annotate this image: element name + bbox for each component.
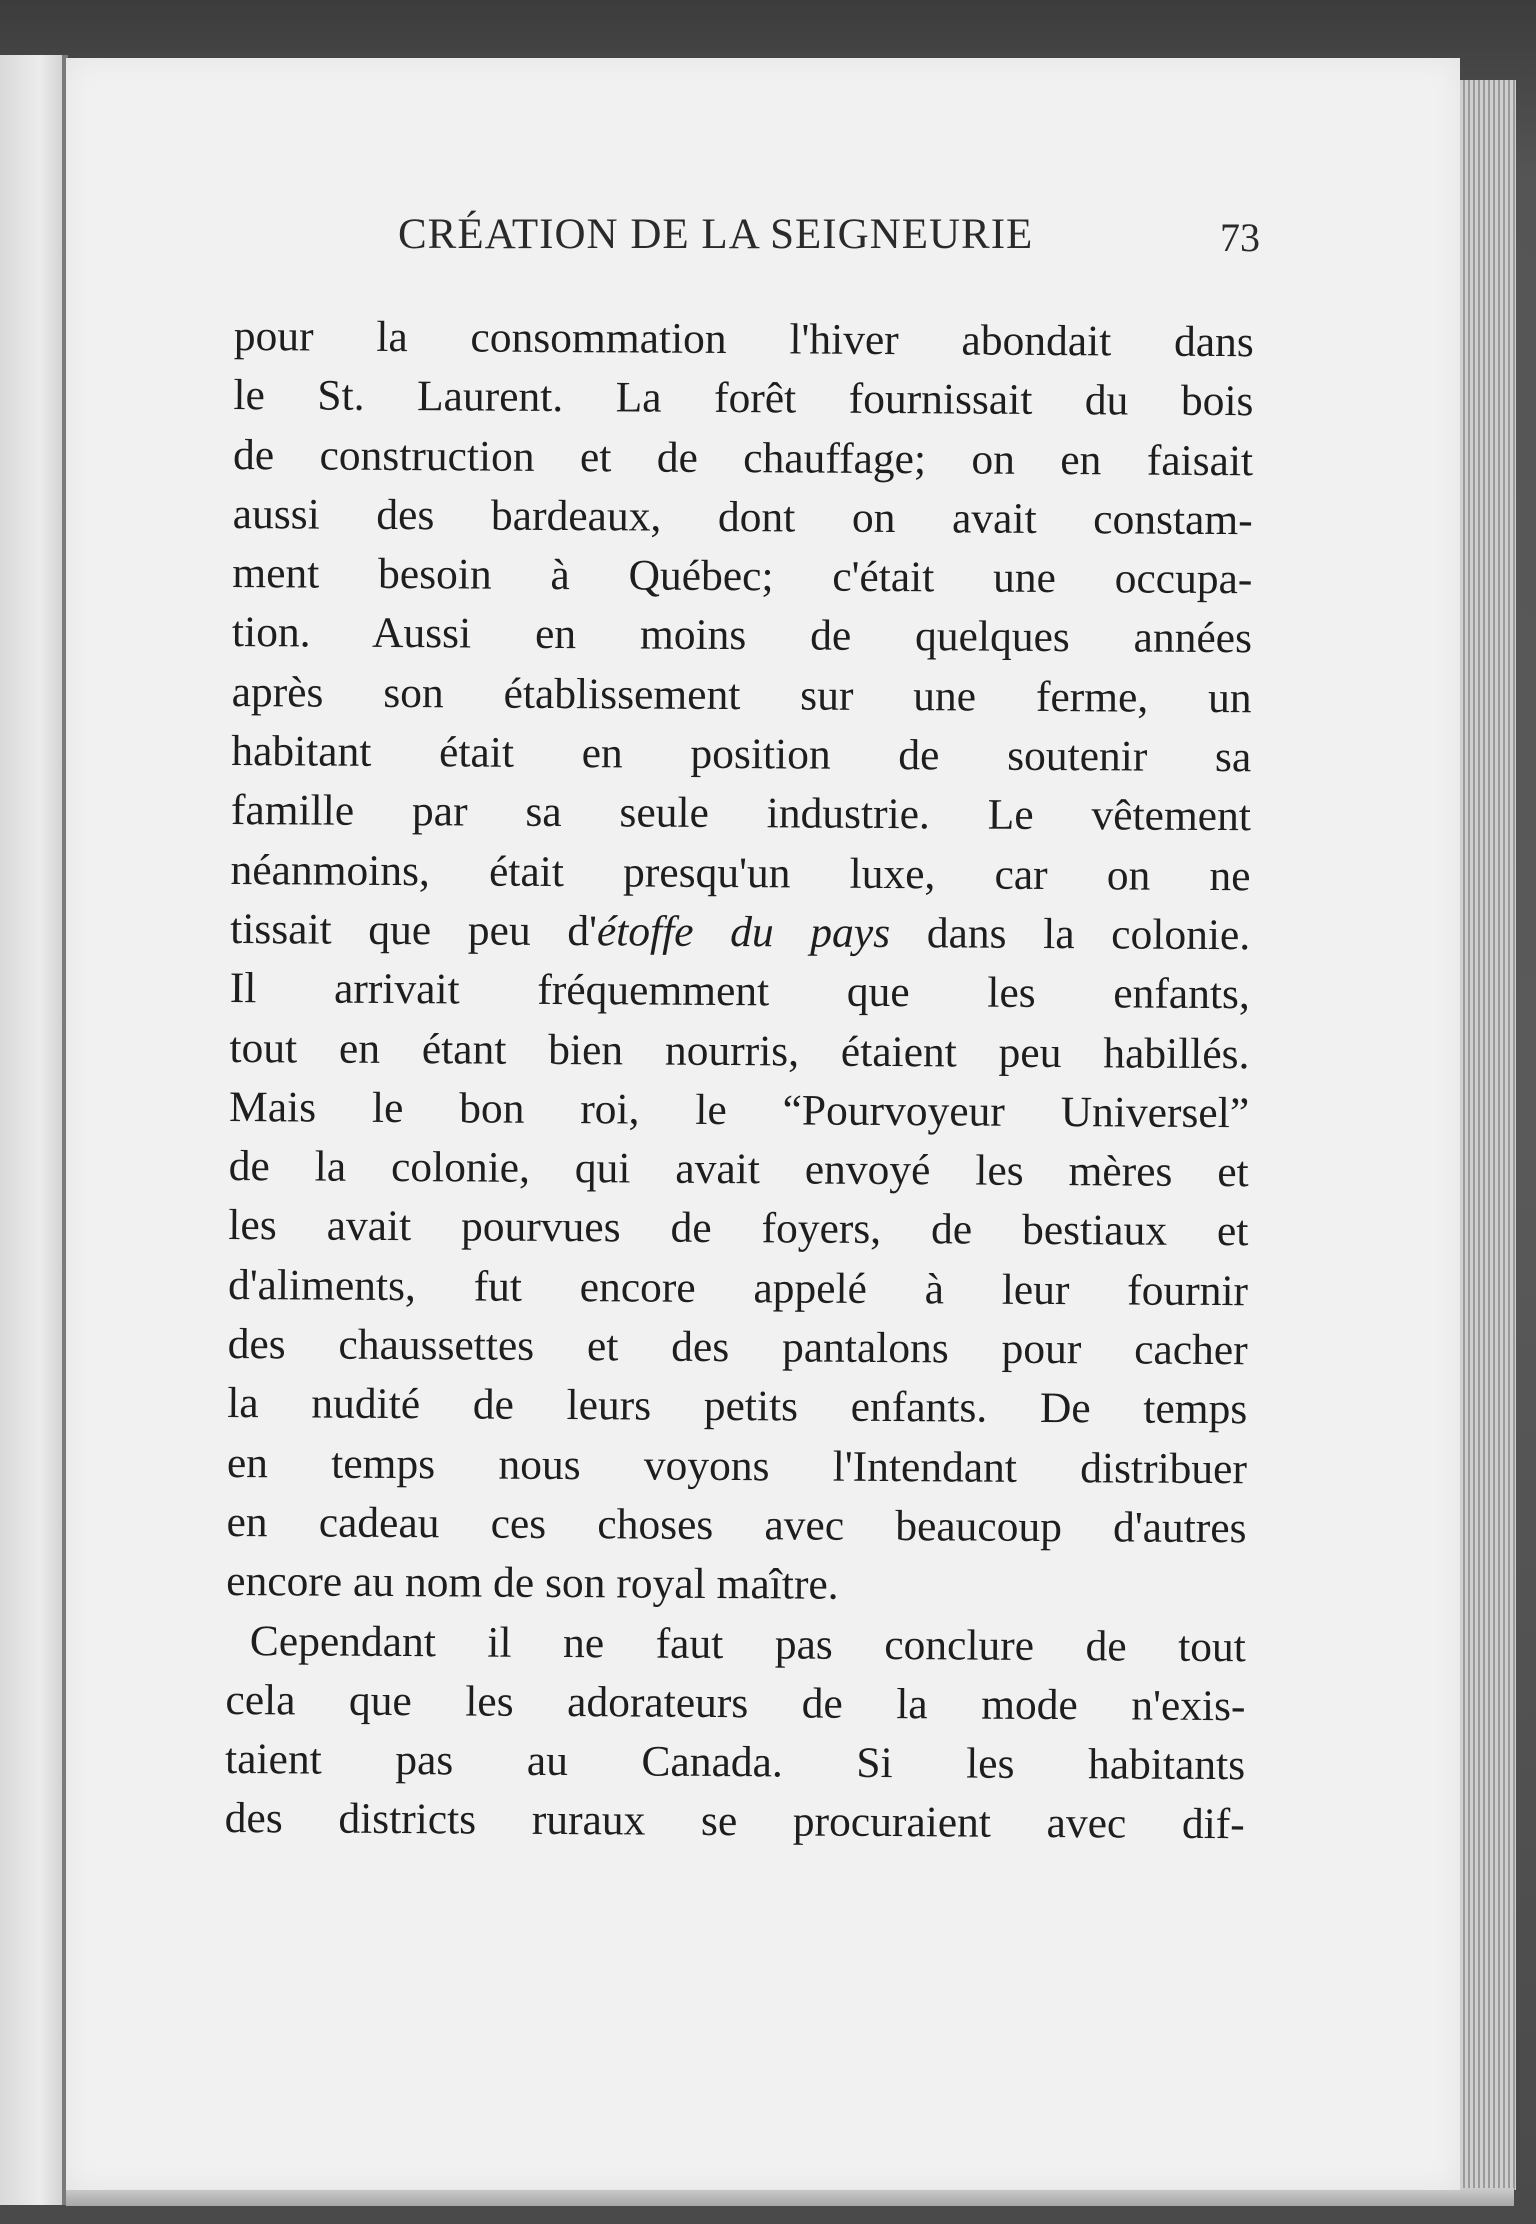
text-line: d'aliments, fut encore appelé à leur fournir [227, 1260, 1249, 1315]
text-line: en cadeau ces choses avec beaucoup d'autres [226, 1497, 1247, 1553]
bottom-page-edge [66, 2188, 1514, 2206]
body-text [225, 307, 1254, 1855]
page-number: 73 [1220, 215, 1260, 260]
text-line: les avait pourvues de foyers, de bestiaux et [228, 1201, 1249, 1256]
text-line: ment besoin à Québec; c'était une occupa- [232, 549, 1253, 604]
text-line: Mais le bon roi, le “Pourvoyeur Universel” [228, 1082, 1250, 1138]
text-line: des districts ruraux se procuraient avec dif- [224, 1794, 1245, 1849]
text-line: cela que les adorateurs de la mode n'exis- [225, 1675, 1246, 1731]
page-edges [1458, 80, 1516, 2190]
text-line: après son établissement sur une ferme, un [231, 667, 1252, 723]
text-line: en temps nous voyons l'Intendant distribuer [226, 1438, 1248, 1493]
text-line: Il arrivait fréquemment que les enfants, [229, 964, 1250, 1019]
facing-page-edge [0, 55, 66, 2205]
paragraph-first-line: Cependant il ne faut pas conclure de tout [249, 1616, 1246, 1671]
paragraph-last-line: encore au nom de son royal maître. [226, 1557, 839, 1609]
text-line: de construction et de chauffage; on en faisait [232, 430, 1254, 485]
text-line: aussi des bardeaux, dont on avait constam- [232, 489, 1253, 545]
running-title: CRÉATION DE LA SEIGNEURIE [398, 211, 1034, 258]
running-header [330, 210, 1260, 270]
italic-phrase: étoffe du pays [596, 907, 891, 957]
text-line: habitant était en position de soutenir sa [231, 727, 1252, 782]
text-line: la nudité de leurs petits enfants. De temps [227, 1379, 1248, 1434]
text-line: le St. Laurent. La forêt fournissait du bois [233, 371, 1254, 426]
text-segment: tissait que peu d' [230, 904, 598, 956]
text-line: des chaussettes et des pantalons pour cacher [227, 1320, 1248, 1375]
text-line: de la colonie, qui avait envoyé les mères et [228, 1142, 1249, 1197]
text-segment: dans la colonie. [889, 908, 1251, 960]
text-line: tout en étant bien nourris, étaient peu habillés. [229, 1023, 1250, 1078]
text-line: néanmoins, était presqu'un luxe, car on ne [230, 845, 1251, 900]
text-line-with-italic [230, 900, 1250, 966]
text-line: tion. Aussi en moins de quelques années [231, 608, 1253, 663]
text-line: taient pas au Canada. Si les habitants [224, 1735, 1246, 1790]
text-line: pour la consommation l'hiver abondait dans [233, 311, 1254, 367]
text-line: famille par sa seule industrie. Le vêtement [230, 786, 1252, 841]
